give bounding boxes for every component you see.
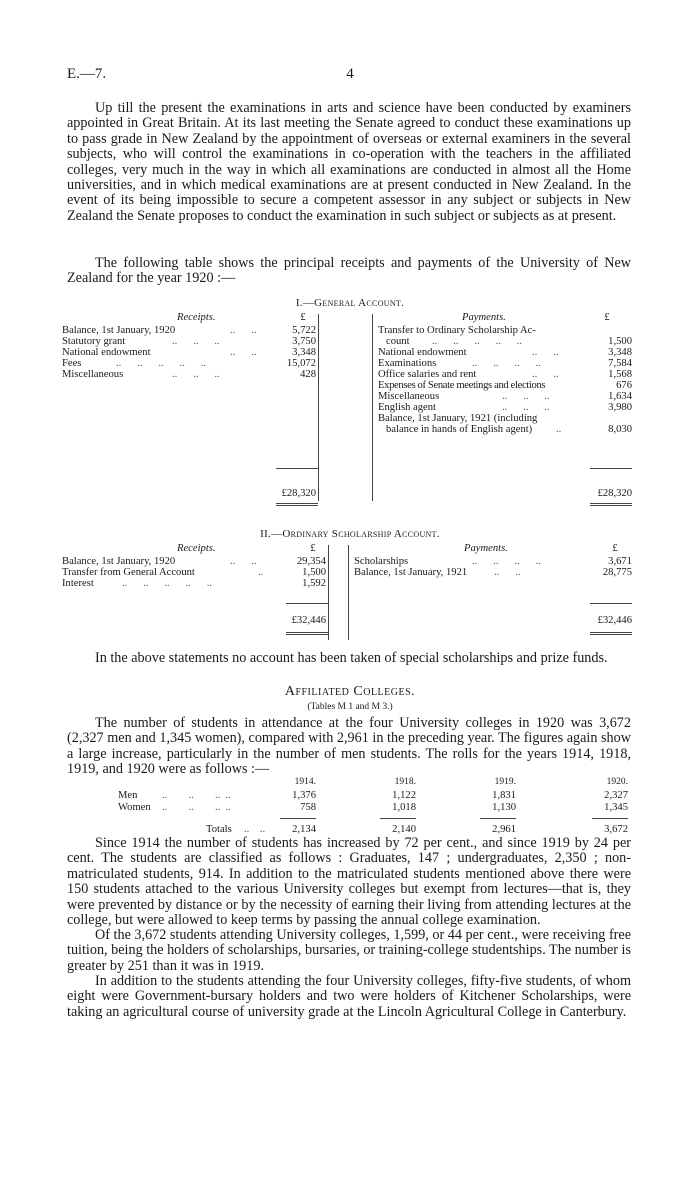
leader-dots: .. <box>556 424 562 435</box>
payment-label: Miscellaneous <box>378 391 440 402</box>
payments-heading: Payments. <box>462 312 506 323</box>
leader-dots: .. .. .. <box>502 391 550 402</box>
paragraph-examinations: Up till the present the examinations in arts and science have been conducted by examiners appointed in Great Britain. At its last meeting the Senate agreed to conduct these examinations up to pass grade in New Zealand by the appointment of overseas or external examiners in the several subjects, who will control the examinations in co-operation with the teachers in the affiliated colleges, very much in the way in which all examinations are conducted in almost all the Home universities, and in which medical examinations are at present conducted in New Zealand. In the event of its being impossible to secure a competent assessor in any subject or subjects in New Zealand the Senate proposes to conduct the examination in such subject or subjects as at present. <box>67 100 631 224</box>
receipts-heading: Receipts. <box>177 543 216 554</box>
leader-dots: .. <box>258 567 264 578</box>
column-divider <box>348 545 349 640</box>
currency-symbol: £ <box>604 312 610 323</box>
leader-dots: .. .. <box>494 567 521 578</box>
paragraph-lincoln-college: In addition to the students attending the four University colleges, fifty-five students, of whom eight were Government-bursary holders and two were holders of Kitchener Scholarships, were taking an agricultural course of university grade at the Lincoln Agricultural College in Canterbury. <box>67 973 631 1020</box>
total-payments: £32,446 <box>597 615 632 626</box>
payment-amount: 28,775 <box>602 567 632 578</box>
paragraph-special-scholarships: In the above statements no account has been taken of special scholarships and prize funds. <box>95 650 608 666</box>
page-number: 4 <box>346 66 354 82</box>
rolls-value: 1,122 <box>392 790 416 801</box>
year-header: 1918. <box>394 777 416 787</box>
rolls-value: 2,327 <box>604 790 628 801</box>
general-account-title: I.—General Account. <box>295 297 405 309</box>
receipts-heading: Receipts. <box>177 312 216 323</box>
leader-dots: .. .. .. .. .. <box>432 336 523 347</box>
receipt-amount: 15,072 <box>286 358 316 369</box>
rolls-total: 2,961 <box>492 824 516 835</box>
payment-amount: 3,671 <box>608 556 632 567</box>
rolls-value: 1,376 <box>292 790 316 801</box>
total-rule <box>276 468 318 469</box>
rolls-value: 1,018 <box>392 802 416 813</box>
paragraph-student-numbers: The number of students in attendance at the four University colleges in 1920 was 3,672 (2,327 men and 1,345 women), compared with 2,961 in the preceding year. The figures again show a large increase, particularly in the number of men students. The rolls for the years 1914, 1918, 1919, and 1920 were as follows :— <box>67 715 631 778</box>
scholarship-account-title: II.—Ordinary Scholarship Account. <box>260 528 440 540</box>
receipt-label: Transfer from General Account <box>62 567 195 578</box>
total-receipts: £28,320 <box>281 488 316 499</box>
payment-amount: 8,030 <box>608 424 632 435</box>
receipt-label: National endowment <box>62 347 151 358</box>
leader-dots: .. .. .. .. <box>162 802 231 813</box>
leader-dots: .. .. .. <box>172 336 220 347</box>
leader-dots: .. .. .. .. .. <box>122 578 213 589</box>
total-rule <box>590 603 632 604</box>
affiliated-colleges-subtitle: (Tables M 1 and M 3.) <box>307 702 393 712</box>
total-payments: £28,320 <box>597 488 632 499</box>
payment-amount: 1,634 <box>608 391 632 402</box>
leader-dots: .. .. .. <box>172 369 220 380</box>
receipt-label: Balance, 1st January, 1920 <box>62 325 176 336</box>
rolls-value: 1,345 <box>604 802 628 813</box>
document-reference: E.—7. <box>67 66 107 82</box>
year-header: 1920. <box>606 777 628 787</box>
leader-dots: .. .. <box>230 556 257 567</box>
receipt-amount: 3,750 <box>292 336 316 347</box>
column-divider <box>328 545 329 640</box>
payment-amount: 1,500 <box>608 336 632 347</box>
payment-amount: 676 <box>616 380 632 391</box>
double-rule <box>276 505 318 506</box>
receipt-label: Statutory grant <box>62 336 126 347</box>
currency-symbol: £ <box>300 312 306 323</box>
rolls-row-label: Men <box>118 790 138 801</box>
payment-label: Examinations <box>378 358 437 369</box>
payment-label: Balance, 1st January, 1921 <box>354 567 468 578</box>
leader-dots: .. .. <box>532 347 559 358</box>
receipt-label: Miscellaneous <box>62 369 124 380</box>
payment-label: National endowment <box>378 347 467 358</box>
rolls-total: 2,140 <box>392 824 416 835</box>
payment-amount: 3,980 <box>608 402 632 413</box>
payment-label: Office salaries and rent <box>378 369 477 380</box>
rolls-total: 3,672 <box>604 824 628 835</box>
payment-amount: 7,584 <box>608 358 632 369</box>
rolls-value: 1,130 <box>492 802 516 813</box>
payment-amount: 1,568 <box>608 369 632 380</box>
double-rule <box>590 632 632 633</box>
leader-dots: .. .. .. .. <box>472 556 541 567</box>
total-receipts: £32,446 <box>291 615 326 626</box>
receipt-amount: 3,348 <box>292 347 316 358</box>
rolls-value: 1,831 <box>492 790 516 801</box>
receipt-label: Balance, 1st January, 1920 <box>62 556 176 567</box>
leader-dots: .. .. <box>230 325 257 336</box>
receipt-amount: 1,500 <box>302 567 326 578</box>
affiliated-colleges-heading: Affiliated Colleges. <box>284 684 416 699</box>
double-rule <box>590 505 632 506</box>
total-rule <box>280 818 316 819</box>
receipt-label: Interest <box>62 578 94 589</box>
year-header: 1919. <box>494 777 516 787</box>
column-divider <box>318 314 319 501</box>
rolls-total: 2,134 <box>292 824 316 835</box>
double-rule <box>590 503 632 504</box>
general-account-table <box>62 312 632 512</box>
total-rule <box>592 818 628 819</box>
year-header: 1914. <box>294 777 316 787</box>
total-rule <box>286 603 328 604</box>
rolls-value: 758 <box>300 802 316 813</box>
payment-label: Balance, 1st January, 1921 (including <box>378 413 538 424</box>
leader-dots: .. .. .. .. <box>162 790 231 801</box>
leader-dots: .. .. .. <box>502 402 550 413</box>
double-rule <box>590 634 632 635</box>
leader-dots: .. .. .. .. .. <box>116 358 207 369</box>
total-rule <box>590 468 632 469</box>
leader-dots: .. .. <box>230 347 257 358</box>
receipt-amount: 1,592 <box>302 578 326 589</box>
payment-label: Transfer to Ordinary Scholarship Ac- <box>378 325 536 336</box>
column-divider <box>372 314 373 501</box>
leader-dots: .. .. <box>244 824 266 835</box>
double-rule <box>276 503 318 504</box>
payment-label: Scholarships <box>354 556 409 567</box>
rolls-totals-label: Totals <box>206 824 232 835</box>
leader-dots: .. .. <box>532 369 559 380</box>
total-rule <box>380 818 416 819</box>
receipt-amount: 29,354 <box>296 556 326 567</box>
paragraph-table-intro: The following table shows the principal receipts and payments of the University of New Zealand for the year 1920 :— <box>67 255 631 287</box>
scholarship-account-table <box>62 543 632 643</box>
double-rule <box>286 634 328 635</box>
payments-heading: Payments. <box>464 543 508 554</box>
total-rule <box>480 818 516 819</box>
leader-dots: .. .. .. .. <box>472 358 541 369</box>
paragraph-free-tuition: Of the 3,672 students attending University colleges, 1,599, or 44 per cent., were receiving free tuition, being the holders of scholarships, bursaries, or training-college studentships. The number is greater by 251 than it was in 1919. <box>67 927 631 974</box>
receipt-amount: 428 <box>300 369 316 380</box>
payment-label: balance in hands of English agent) <box>386 424 533 435</box>
paragraph-increase: Since 1914 the number of students has increased by 72 per cent., and since 1919 by 24 per cent. The students are classified as follows : Graduates, 147 ; undergraduates, 2,350 ; non-matriculated students, 914. In addition to the matriculated students mentioned above there were 150 students attached to the various University colleges but exempt from lectures—that is, they were prevented by distance or by the necessity of earning their living from attending lectures at the college, but were allowed to keep terms by passing the annual college examination. <box>67 835 631 929</box>
payment-label: English agent <box>378 402 436 413</box>
receipt-amount: 5,722 <box>292 325 316 336</box>
currency-symbol: £ <box>612 543 618 554</box>
receipt-label: Fees <box>62 358 82 369</box>
double-rule <box>286 632 328 633</box>
currency-symbol: £ <box>310 543 316 554</box>
payment-label: Expenses of Senate meetings and elections <box>378 380 546 391</box>
rolls-row-label: Women <box>118 802 151 813</box>
payment-amount: 3,348 <box>608 347 632 358</box>
payment-label: count <box>386 336 410 347</box>
